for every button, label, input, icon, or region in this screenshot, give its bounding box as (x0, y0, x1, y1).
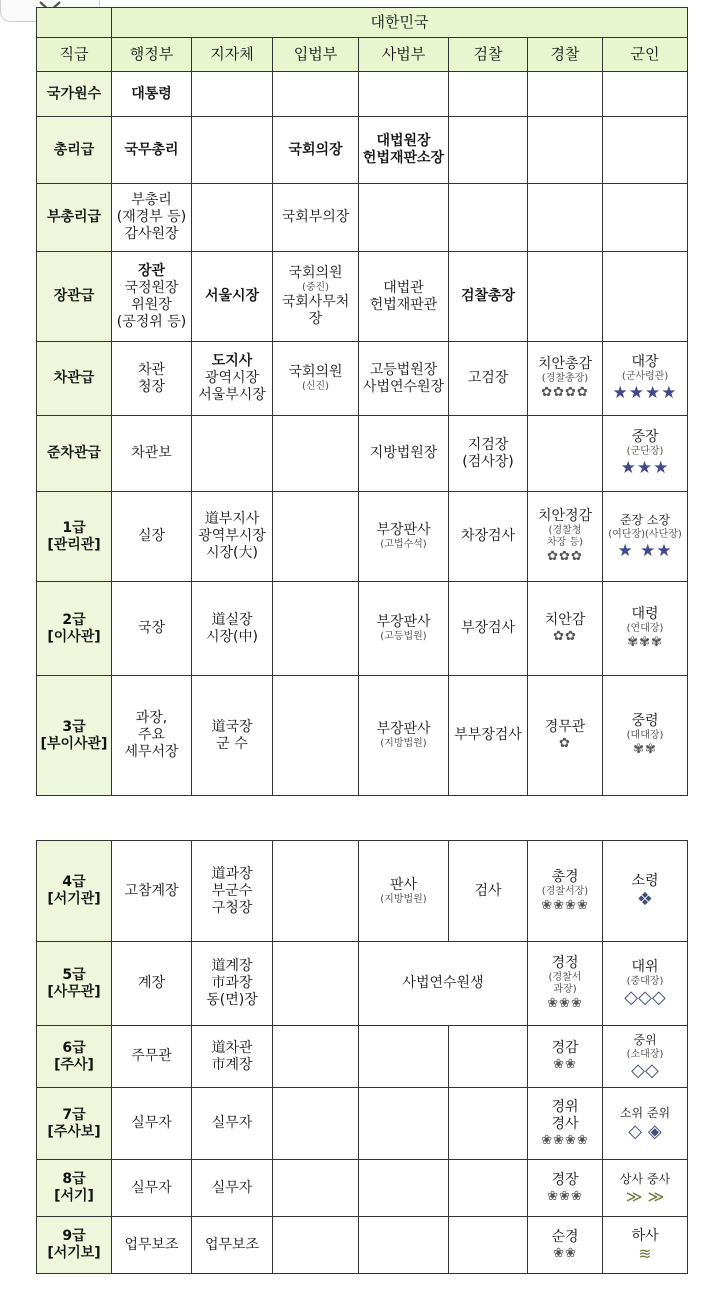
admin-cell: 차관보 (112, 416, 192, 492)
grade-cell: 9급 [서기보] (37, 1217, 112, 1274)
rank-insignia-flower-icon: ❀❀❀❀ (541, 897, 589, 913)
admin-cell: 실무자 (112, 1160, 192, 1217)
grade-cell: 2급 [이사관] (37, 582, 112, 676)
rank-insignia-leaf-icon: ❖ (636, 888, 654, 910)
prosecution-cell: 부장검사 (449, 582, 528, 676)
military-cell: 중위 (소대장) ◇◇ (603, 1026, 688, 1088)
col-header-prosecution: 검찰 (449, 38, 528, 72)
prosecution-cell: 부부장검사 (449, 676, 528, 796)
rank-insignia-flower-icon: ❀❀❀ (547, 1188, 583, 1204)
local-cell: 道과장 부군수 구청장 (192, 841, 273, 942)
judiciary-cell: 지방법원장 (359, 416, 449, 492)
table-row (37, 1217, 688, 1274)
admin-cell: 차관 청장 (112, 342, 192, 416)
admin-cell: 국장 (112, 582, 192, 676)
table-row (37, 72, 688, 117)
military-cell: 대령 (연대장) ✾✾✾ (603, 582, 688, 676)
rank-insignia-flower-icon: ✿✿✿✿ (541, 385, 589, 400)
grade-cell: 총리급 (37, 117, 112, 184)
table-row (37, 582, 688, 676)
police-cell: 경무관 ✿ (528, 676, 603, 796)
rank-insignia-star-icon: ★ ★★ (617, 541, 673, 561)
rank-table-lower (36, 840, 688, 1274)
rank-insignia-star-icon: ★★★ (620, 458, 670, 478)
col-header-judiciary: 사법부 (359, 38, 449, 72)
country-header: 대한민국 (112, 8, 688, 38)
grade-cell: 5급 [사무관] (37, 942, 112, 1026)
table-row (37, 184, 688, 252)
local-cell: 업무보조 (192, 1217, 273, 1274)
grade-cell: 1급 [관리관] (37, 492, 112, 582)
judiciary-cell: 부장판사 (지방법원) (359, 676, 449, 796)
col-header-admin: 행정부 (112, 38, 192, 72)
admin-cell: 장관 국정원장 위원장 (공정위 등) (112, 252, 192, 342)
admin-cell: 과장, 주요 세무서장 (112, 676, 192, 796)
local-cell: 서울시장 (192, 252, 273, 342)
rank-insignia-chevron-icon: ≫ ≫ (625, 1186, 665, 1206)
military-cell: 소령 ❖ (603, 841, 688, 942)
police-cell: 치안정감 (경찰청 차장 등) ✿✿✿ (528, 492, 603, 582)
prosecution-cell: 검사 (449, 841, 528, 942)
legislature-cell: 국회부의장 (273, 184, 359, 252)
rank-insignia-flower-icon: ✾✾✾ (627, 635, 663, 650)
rank-insignia-star-icon: ★★★★ (612, 383, 678, 403)
rank-insignia-flower-icon: ✿✿✿ (547, 549, 583, 564)
legislature-cell: 국회의장 (273, 117, 359, 184)
local-cell: 道실장 시장(中) (192, 582, 273, 676)
police-cell: 경정 (경찰서 과장) ❀❀❀ (528, 942, 603, 1026)
local-cell: 道부지사 광역부시장 시장(大) (192, 492, 273, 582)
military-cell: 중장 (군단장) ★★★ (603, 416, 688, 492)
military-cell: 대장 (군사령관) ★★★★ (603, 342, 688, 416)
admin-cell: 실무자 (112, 1088, 192, 1160)
grade-cell: 부총리급 (37, 184, 112, 252)
judiciary-cell: 부장판사 (고법수석) (359, 492, 449, 582)
table-row (37, 676, 688, 796)
police-cell: 경감 ❀❀ (528, 1026, 603, 1088)
col-header-military: 군인 (603, 38, 688, 72)
col-header-legislature: 입법부 (273, 38, 359, 72)
table-row (37, 841, 688, 942)
admin-cell: 대통령 (112, 72, 192, 117)
local-cell: 道계장 市과장 동(면)장 (192, 942, 273, 1026)
legislature-cell: 국회의원 (중진) 국회사무처장 (273, 252, 359, 342)
admin-cell: 고참계장 (112, 841, 192, 942)
police-cell: 경위 경사 ❀❀❀❀ (528, 1088, 603, 1160)
police-cell: 경장 ❀❀❀ (528, 1160, 603, 1217)
police-cell: 총경 (경찰서장) ❀❀❀❀ (528, 841, 603, 942)
admin-cell: 계장 (112, 942, 192, 1026)
local-cell: 道차관 市계장 (192, 1026, 273, 1088)
admin-cell: 업무보조 (112, 1217, 192, 1274)
judiciary-cell: 부장판사 (고등법원) (359, 582, 449, 676)
grade-cell: 6급 [주사] (37, 1026, 112, 1088)
police-cell: 순경 ❀❀ (528, 1217, 603, 1274)
local-cell: 실무자 (192, 1088, 273, 1160)
rank-insignia-flower-icon: ✿ (559, 736, 571, 751)
col-header-local: 지자체 (192, 38, 273, 72)
prosecution-cell: 차장검사 (449, 492, 528, 582)
table-row (37, 1026, 688, 1088)
grade-cell: 7급 [주사보] (37, 1088, 112, 1160)
military-cell: 대위 (중대장) ◇◇◇ (603, 942, 688, 1026)
table-row (37, 252, 688, 342)
prosecution-cell: 지검장 (검사장) (449, 416, 528, 492)
rank-insignia-flower-icon: ✿✿ (553, 629, 577, 644)
prosecution-cell: 고검장 (449, 342, 528, 416)
admin-cell: 주무관 (112, 1026, 192, 1088)
grade-cell: 4급 [서기관] (37, 841, 112, 942)
rank-insignia-diamond-icon: ◇◇◇ (624, 987, 666, 1008)
image-gap (0, 808, 720, 834)
rank-insignia-chevron-icon: ≋ (638, 1243, 652, 1263)
col-header-police: 경찰 (528, 38, 603, 72)
country-header-row (37, 8, 688, 38)
grade-cell: 국가원수 (37, 72, 112, 117)
rank-table-upper (36, 7, 688, 796)
rank-insignia-flower-icon: ❀❀❀❀ (541, 1132, 589, 1148)
military-cell: 중령 (대대장) ✾✾ (603, 676, 688, 796)
rank-insignia-flower-icon: ❀❀❀ (547, 996, 583, 1011)
police-cell: 치안감 ✿✿ (528, 582, 603, 676)
table-row (37, 492, 688, 582)
judiciary-cell: 고등법원장 사법연수원장 (359, 342, 449, 416)
table-row (37, 416, 688, 492)
grade-cell: 3급 [부이사관] (37, 676, 112, 796)
table-row (37, 942, 688, 1026)
rank-insignia-flower-icon: ❀❀ (553, 1245, 577, 1261)
table-row (37, 1088, 688, 1160)
column-header-row (37, 38, 688, 72)
military-cell: 준장 소장 (여단장)(사단장) ★ ★★ (603, 492, 688, 582)
local-cell: 道국장 군 수 (192, 676, 273, 796)
judiciary-cell: 판사 (지방법원) (359, 841, 449, 942)
military-cell: 상사 중사 ≫ ≫ (603, 1160, 688, 1217)
table-row (37, 1160, 688, 1217)
prosecution-cell: 검찰총장 (449, 252, 528, 342)
legislature-cell: 국회의원 (신진) (273, 342, 359, 416)
grade-cell: 장관급 (37, 252, 112, 342)
police-cell: 치안총감 (경찰총장) ✿✿✿✿ (528, 342, 603, 416)
military-cell: 하사 ≋ (603, 1217, 688, 1274)
admin-cell: 실장 (112, 492, 192, 582)
rank-insignia-diamond-icon: ◇◇ (631, 1060, 659, 1081)
rank-insignia-flower-icon: ❀❀ (553, 1057, 577, 1072)
grade-cell: 준차관급 (37, 416, 112, 492)
admin-cell: 부총리 (재경부 등) 감사원장 (112, 184, 192, 252)
judiciary-cell: 대법원장 헌법재판소장 (359, 117, 449, 184)
rank-insignia-diamond-icon: ◇ ◈ (628, 1121, 662, 1142)
military-cell: 소위 준위 ◇ ◈ (603, 1088, 688, 1160)
grade-cell: 차관급 (37, 342, 112, 416)
local-cell: 실무자 (192, 1160, 273, 1217)
grade-cell: 8급 [서기] (37, 1160, 112, 1217)
judiciary-prosecution-cell: 사법연수원생 (359, 942, 528, 1026)
judiciary-cell: 대법관 헌법재판관 (359, 252, 449, 342)
rank-insignia-flower-icon: ✾✾ (633, 742, 657, 757)
col-header-grade: 직급 (37, 38, 112, 72)
admin-cell: 국무총리 (112, 117, 192, 184)
table-row (37, 342, 688, 416)
table-row (37, 117, 688, 184)
local-cell: 도지사 광역시장 서울부시장 (192, 342, 273, 416)
